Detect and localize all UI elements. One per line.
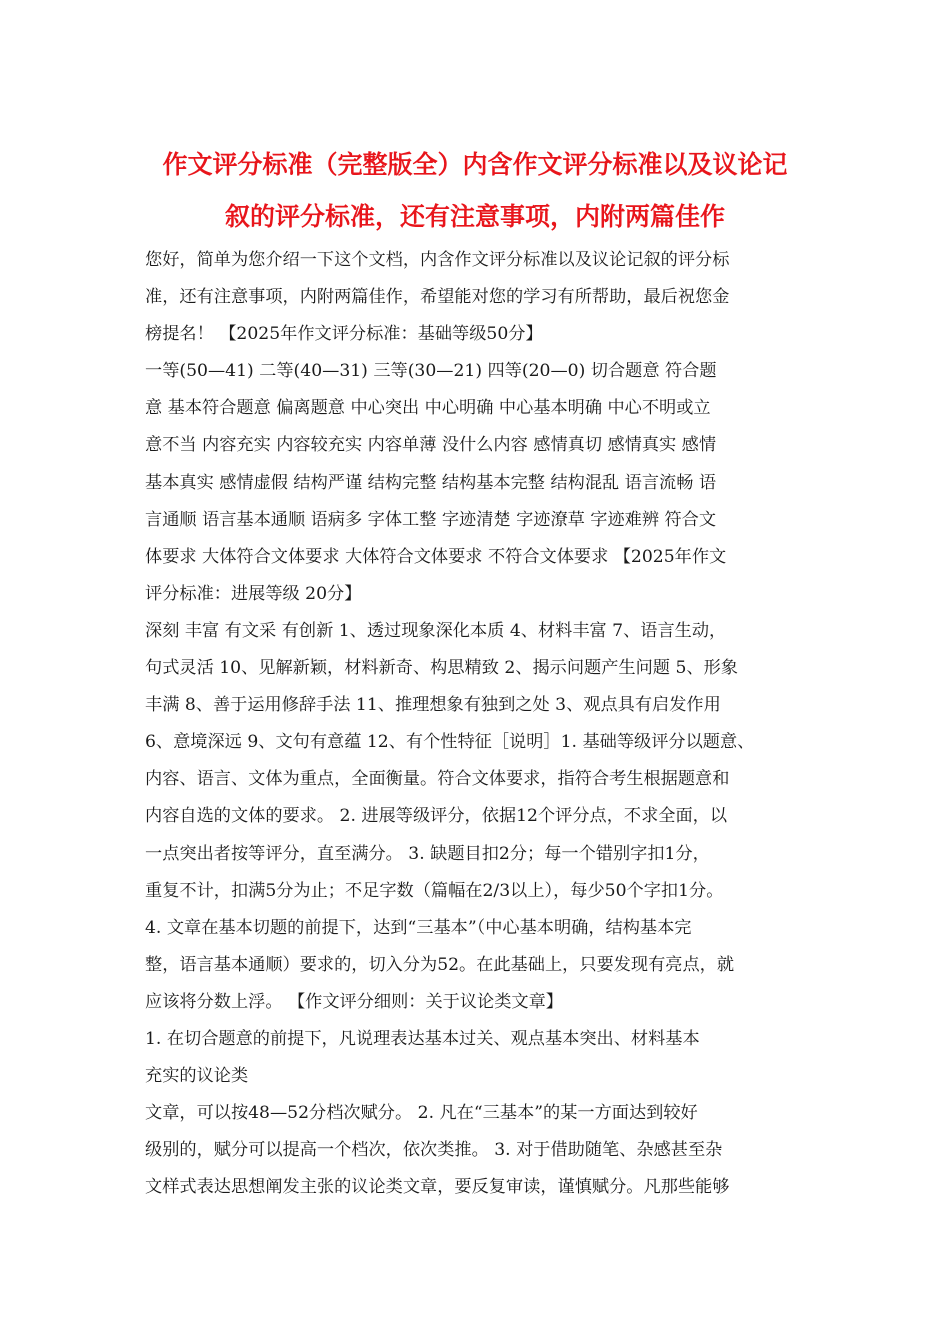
- body-line: 基本真实 感情虚假 结构严谨 结构完整 结构基本完整 结构混乱 语言流畅 语: [145, 472, 717, 493]
- body-line: 1. 在切合题意的前提下，凡说理表达基本过关、观点基本突出、材料基本: [145, 1028, 700, 1049]
- body-line: 您好，简单为您介绍一下这个文档，内含作文评分标准以及议论记叙的评分标: [145, 250, 730, 270]
- body-line: 整，语言基本通顺）要求的，切入分为52。在此基础上，只要发现有亮点，就: [145, 954, 735, 975]
- body-line: 意 基本符合题意 偏离题意 中心突出 中心明确 中心基本明确 中心不明或立: [145, 398, 711, 419]
- body-line: 评分标准：进展等级 20分】: [145, 583, 362, 604]
- body-line: 意不当 内容充实 内容较充实 内容单薄 没什么内容 感情真切 感情真实 感情: [145, 435, 717, 456]
- document-title-line-1: 作文评分标准（完整版全）内含作文评分标准以及议论记: [162, 150, 788, 179]
- body-line: 6、意境深远 9、文句有意蕴 12、有个性特征［说明］1. 基础等级评分以题意、: [145, 732, 755, 753]
- body-line: 句式灵活 10、见解新颖，材料新奇、构思精致 2、揭示问题产生问题 5、形象: [145, 658, 738, 679]
- body-line: 应该将分数上浮。 【作文评分细则：关于议论类文章】: [145, 991, 563, 1012]
- body-line: 文样式表达思想阐发主张的议论类文章，要反复审读，谨慎赋分。凡那些能够: [145, 1177, 730, 1198]
- body-line: 充实的议论类: [145, 1066, 249, 1087]
- body-line: 文章，可以按48—52分档次赋分。 2. 凡在“三基本”的某一方面达到较好: [145, 1103, 698, 1124]
- body-line: 榜提名！ 【2025年作文评分标准：基础等级50分】: [145, 324, 543, 345]
- body-line: 言通顺 语言基本通顺 语病多 字体工整 字迹清楚 字迹潦草 字迹难辨 符合文: [145, 509, 717, 530]
- document-title-line-2: 叙的评分标准，还有注意事项，内附两篇佳作: [224, 202, 725, 231]
- body-line: 内容、语言、文体为重点，全面衡量。符合文体要求，指符合考生根据题意和: [145, 769, 730, 790]
- body-line: 一等(50—41) 二等(40—31) 三等(30—21) 四等(20—0) 切合题意 符合题: [145, 361, 717, 382]
- body-line: 内容自选的文体的要求。 2. 进展等级评分，依据12个评分点，不求全面，以: [145, 806, 728, 827]
- body-line: 准，还有注意事项，内附两篇佳作，希望能对您的学习有所帮助，最后祝您金: [145, 287, 730, 308]
- body-line: 重复不计，扣满5分为止；不足字数（篇幅在2/3以上），每少50个字扣1分。: [145, 880, 724, 901]
- body-line: 级别的，赋分可以提高一个档次，依次类推。 3. 对于借助随笔、杂感甚至杂: [145, 1140, 723, 1161]
- body-line: 深刻 丰富 有文采 有创新 1、透过现象深化本质 4、材料丰富 7、语言生动，: [145, 620, 727, 641]
- body-line: 4. 文章在基本切题的前提下，达到“三基本”（中心基本明确，结构基本完: [145, 917, 692, 938]
- body-line: 一点突出者按等评分，直至满分。 3. 缺题目扣2分；每一个错别字扣1分，: [145, 843, 710, 864]
- document-body: [145, 242, 825, 1206]
- body-line: 体要求 大体符合文体要求 大体符合文体要求 不符合文体要求 【2025年作文: [145, 546, 727, 567]
- body-line: 丰满 8、善于运用修辞手法 11、推理想象有独到之处 3、观点具有启发作用: [145, 695, 721, 716]
